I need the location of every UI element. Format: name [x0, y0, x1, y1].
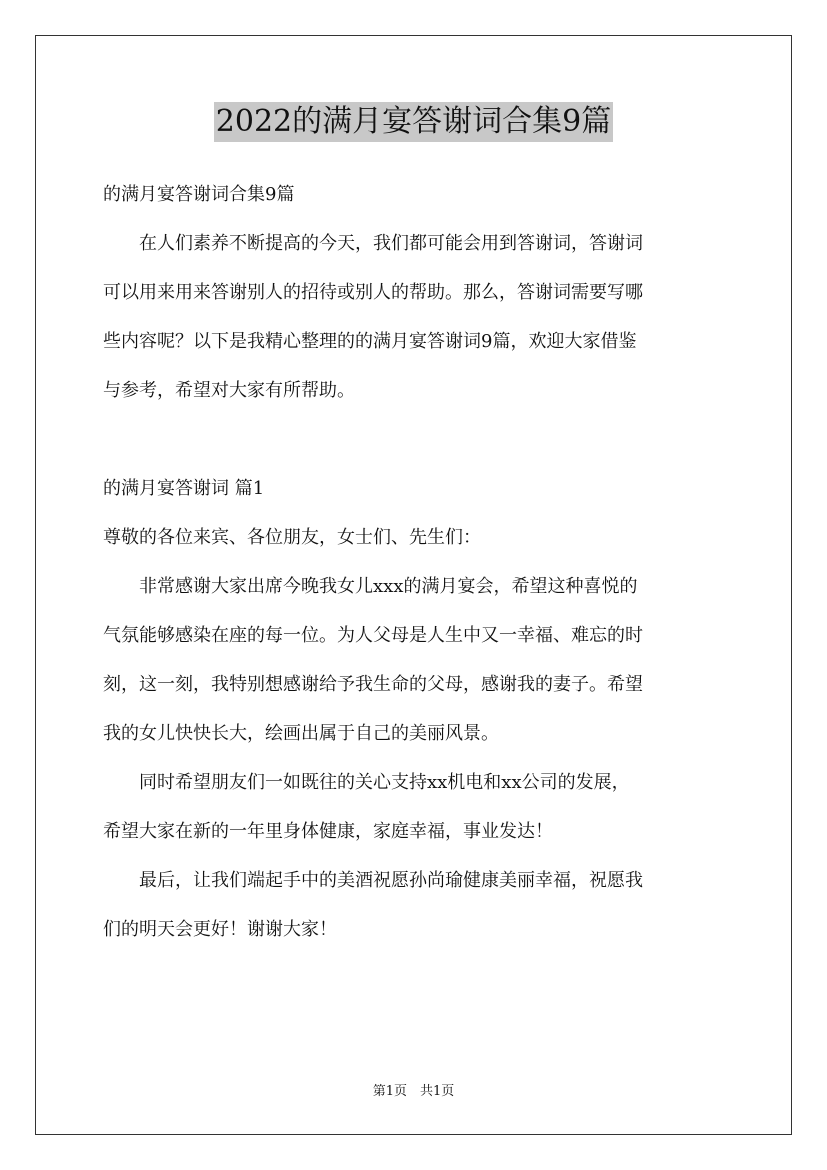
body-line: 气氛能够感染在座的每一位。为人父母是人生中又一幸福、难忘的时 — [103, 625, 643, 646]
body-line: 同时希望朋友们一如既往的关心支持xx机电和xx公司的发展， — [103, 772, 630, 793]
body-line: 希望大家在新的一年里身体健康，家庭幸福，事业发达！ — [103, 821, 553, 842]
document-title: 2022的满月宴答谢词合集9篇 — [214, 102, 613, 142]
intro-line: 与参考，希望对大家有所帮助。 — [103, 380, 355, 401]
body-line: 刻，这一刻，我特别想感谢给予我生命的父母，感谢我的妻子。希望 — [103, 674, 643, 695]
salutation: 尊敬的各位来宾、各位朋友，女士们、先生们： — [103, 527, 481, 548]
page-number-footer: 第1页 共1页 — [372, 1084, 455, 1099]
title-container — [0, 102, 827, 142]
document-body — [103, 170, 727, 954]
intro-line: 可以用来用来答谢别人的招待或别人的帮助。那么，答谢词需要写哪 — [103, 282, 643, 303]
blank-line — [103, 415, 727, 464]
section-heading: 的满月宴答谢词 篇1 — [103, 478, 265, 499]
body-line: 非常感谢大家出席今晚我女儿xxx的满月宴会，希望这种喜悦的 — [103, 576, 638, 597]
body-line: 们的明天会更好！谢谢大家！ — [103, 919, 337, 940]
document-subtitle: 的满月宴答谢词合集9篇 — [103, 184, 295, 205]
body-line: 最后，让我们端起手中的美酒祝愿孙尚瑜健康美丽幸福，祝愿我 — [103, 870, 643, 891]
intro-line: 些内容呢？以下是我精心整理的的满月宴答谢词9篇，欢迎大家借鉴 — [103, 331, 637, 352]
body-line: 我的女儿快快长大，绘画出属于自己的美丽风景。 — [103, 723, 499, 744]
intro-line: 在人们素养不断提高的今天，我们都可能会用到答谢词，答谢词 — [103, 233, 643, 254]
